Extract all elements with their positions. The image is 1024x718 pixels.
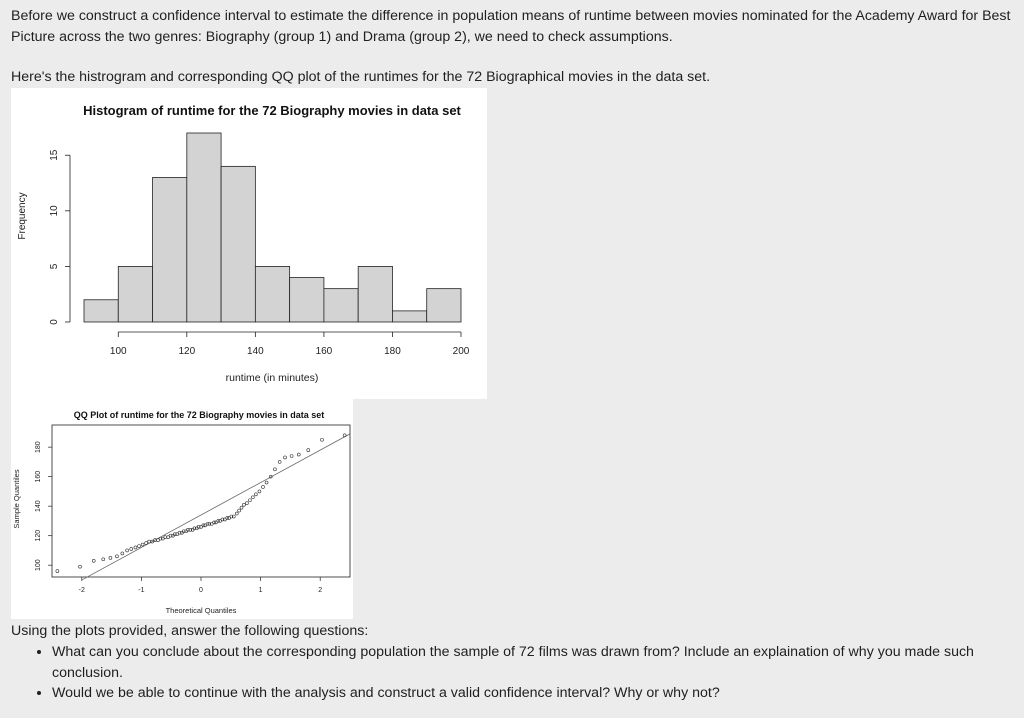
qq-point — [254, 493, 257, 496]
histogram-y-tick-label: 0 — [49, 319, 60, 325]
questions-list — [35, 642, 1012, 704]
questions-lead: Using the plots provided, answer the following questions: — [11, 623, 369, 639]
qq-point — [258, 490, 261, 493]
qq-point — [130, 547, 133, 550]
qq-point — [121, 552, 124, 555]
qq-x-tick-label: -1 — [138, 587, 145, 594]
histogram-bar — [153, 177, 187, 322]
qq-point — [307, 449, 310, 452]
histogram-figure — [11, 88, 487, 399]
qq-point — [320, 438, 323, 441]
qq-x-tick-label: 2 — [318, 587, 323, 594]
qq-point — [138, 545, 141, 548]
histogram-bar — [221, 166, 255, 322]
histogram-bar — [290, 278, 324, 322]
qq-y-tick-label: 180 — [35, 441, 42, 453]
intro-paragraph: Before we construct a confidence interval to estimate the difference in population means of runtime between movies nominated for the Academy Award for Best Picture across the two genres: Biography (group 1) and Drama (group 2), we need to check assumptions. — [11, 8, 1011, 45]
histogram-x-tick-label: 140 — [247, 346, 264, 357]
qq-point — [56, 570, 59, 573]
qq-x-tick-label: 0 — [199, 587, 203, 594]
histogram-bar — [84, 300, 118, 322]
qq-point — [240, 506, 243, 509]
histogram-bar — [427, 289, 461, 322]
qq-plot-x-axis-label: Theoretical Quantiles — [165, 606, 237, 615]
question-item: • Would we be able to continue with the analysis and construct a valid confidence interval? Why or why not? — [52, 683, 1012, 704]
qq-point — [248, 499, 251, 502]
qq-point — [109, 556, 112, 559]
histogram-x-tick-label: 120 — [178, 346, 196, 357]
qq-point — [141, 543, 144, 546]
qq-point — [251, 496, 254, 499]
qq-point — [297, 453, 300, 456]
qq-point — [134, 546, 137, 549]
qq-point — [290, 454, 293, 457]
qq-point — [273, 468, 276, 471]
histogram-y-tick-label: 15 — [49, 149, 60, 161]
histogram-bar — [392, 311, 426, 322]
qq-y-tick-label: 160 — [35, 470, 42, 483]
qq-x-tick-label: -2 — [78, 587, 85, 594]
question-item: • What can you conclude about the corresponding population the sample of 72 films was drawn from? Include an explaination of why you made such conclusion. — [52, 642, 1012, 683]
histogram-bar — [118, 266, 152, 322]
qq-point — [245, 502, 248, 505]
qq-y-tick-label: 120 — [35, 529, 42, 542]
qq-point — [235, 512, 238, 515]
qq-point — [238, 509, 241, 512]
qq-point — [79, 565, 82, 568]
qq-y-tick-label: 140 — [35, 500, 42, 513]
qq-point — [115, 555, 118, 558]
histogram-title: Histogram of runtime for the 72 Biography movies in data set — [83, 103, 461, 118]
histogram-y-axis-label: Frequency — [17, 192, 28, 240]
qq-point — [145, 542, 148, 545]
qq-y-tick-label: 100 — [35, 559, 42, 572]
histogram-chart — [11, 88, 487, 399]
plots-description: Here's the histrogram and corresponding QQ plot of the runtimes for the 72 Biographical movies in the data set. — [11, 69, 711, 85]
qq-plot-chart — [11, 399, 353, 619]
qq-plot-y-axis-label: Sample Quantiles — [12, 469, 21, 529]
histogram-bar — [187, 133, 221, 322]
qq-point — [164, 536, 167, 539]
qq-point — [242, 503, 245, 506]
histogram-x-tick-label: 100 — [109, 346, 127, 357]
histogram-bar — [324, 289, 358, 322]
histogram-bar — [255, 266, 289, 322]
histogram-x-tick-label: 200 — [452, 346, 470, 357]
histogram-y-tick-label: 10 — [49, 205, 60, 217]
histogram-x-axis-label: runtime (in minutes) — [225, 372, 319, 384]
histogram-y-tick-label: 5 — [49, 263, 60, 270]
histogram-bar — [358, 266, 392, 322]
qq-point — [261, 485, 264, 488]
qq-point — [102, 558, 105, 561]
qq-plot-frame — [52, 425, 350, 577]
qq-plot-title: QQ Plot of runtime for the 72 Biography movies in data set — [73, 410, 325, 420]
qq-point — [278, 460, 281, 463]
histogram-x-tick-label: 160 — [315, 346, 333, 357]
qq-point — [148, 540, 151, 543]
qq-point — [92, 559, 95, 562]
qq-plot-figure — [11, 399, 353, 619]
qq-reference-line — [82, 434, 350, 580]
qq-point — [284, 456, 287, 459]
histogram-x-tick-label: 180 — [384, 346, 401, 357]
qq-x-tick-label: 1 — [258, 587, 263, 594]
qq-point — [265, 481, 268, 484]
qq-point — [126, 549, 129, 552]
